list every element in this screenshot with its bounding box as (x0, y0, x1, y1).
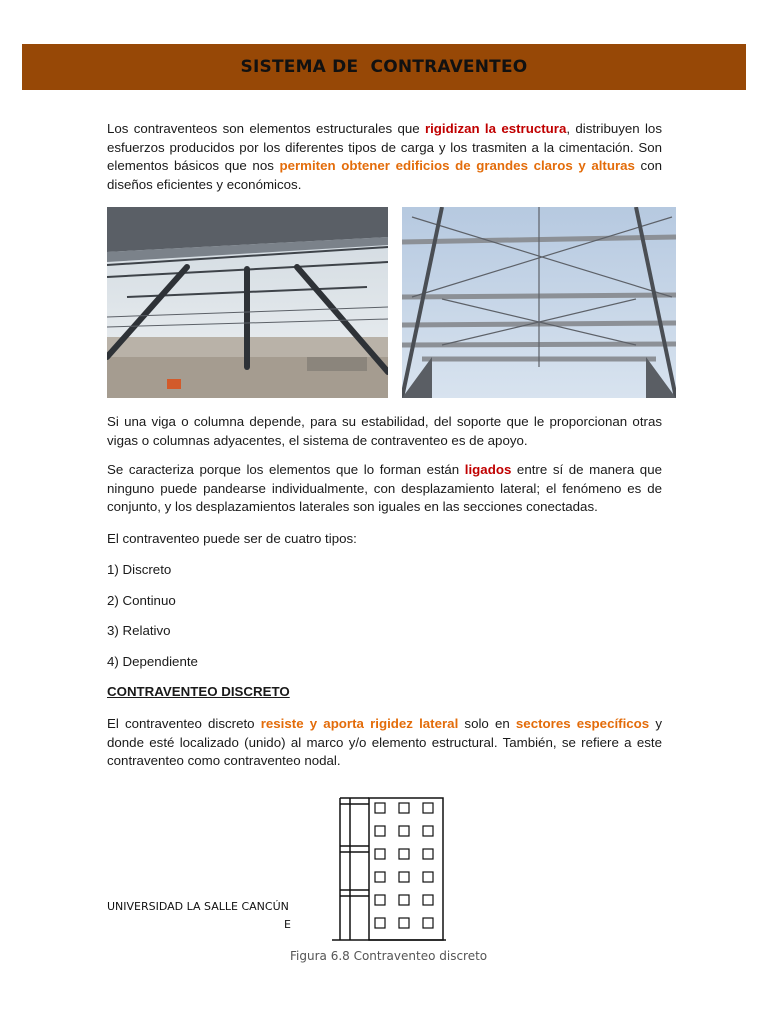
characteristics-paragraph: Se caracteriza porque los elementos que lo forman están ligados entre sí de manera que ninguno puede pandearse individualmente, con desplazamiento lateral; el fenómeno es de conjunto, y los desplazamientos laterales son iguales en las secciones conectadas. (107, 462, 662, 515)
highlight-rigidizan: rigidizan la estructura (424, 121, 567, 136)
page-title: SISTEMA DE CONTRAVENTEO (240, 57, 528, 77)
list-item: 3) Relativo (107, 623, 171, 638)
footer-fragment: E (284, 918, 291, 931)
highlight-resiste: resiste y aporta rigidez lateral (260, 716, 459, 731)
discrete-paragraph: El contraventeo discreto resiste y aporta rigidez lateral solo en sectores específicos y donde esté localizado (unido) al marco y/o elemento estructural. También, se refiere a este contraventeo como contraventeo nodal. (107, 716, 663, 769)
list-item: 1) Discreto (107, 562, 172, 577)
intro-paragraph: Los contraventeos son elementos estructurales que rigidizan la estructura, distribuyen los esfuerzos producidos por los diferentes tipos de carga y los trasmiten a la cimentación. Son elementos básicos que nos permiten obtener edificios de grandes claros y alturas con diseños eficientes y económicos. (107, 121, 662, 192)
highlight-permiten: permiten obtener edificios de grandes claros y alturas (279, 158, 635, 174)
list-item: 2) Continuo (107, 593, 176, 608)
section-heading: CONTRAVENTEO DISCRETO (107, 684, 290, 699)
types-intro: El contraventeo puede ser de cuatro tipos: (107, 531, 357, 546)
title-banner (22, 44, 746, 90)
highlight-sectores: sectores específicos (515, 716, 650, 731)
highlight-ligados: ligados (464, 462, 512, 477)
discrete-bracing-figure (332, 790, 447, 950)
list-item: 4) Dependiente (107, 654, 198, 669)
photo-bracing-roof (107, 207, 388, 398)
support-paragraph: Si una viga o columna depende, para su estabilidad, del soporte que le proporcionan otras vigas o columnas adyacentes, el sistema de contraventeo es de apoyo. (107, 414, 662, 448)
footer-university: UNIVERSIDAD LA SALLE CANCÚN (107, 900, 289, 913)
figure-caption: Figura 6.8 Contraventeo discreto (290, 949, 488, 963)
photo-cross-bracing (402, 207, 676, 398)
